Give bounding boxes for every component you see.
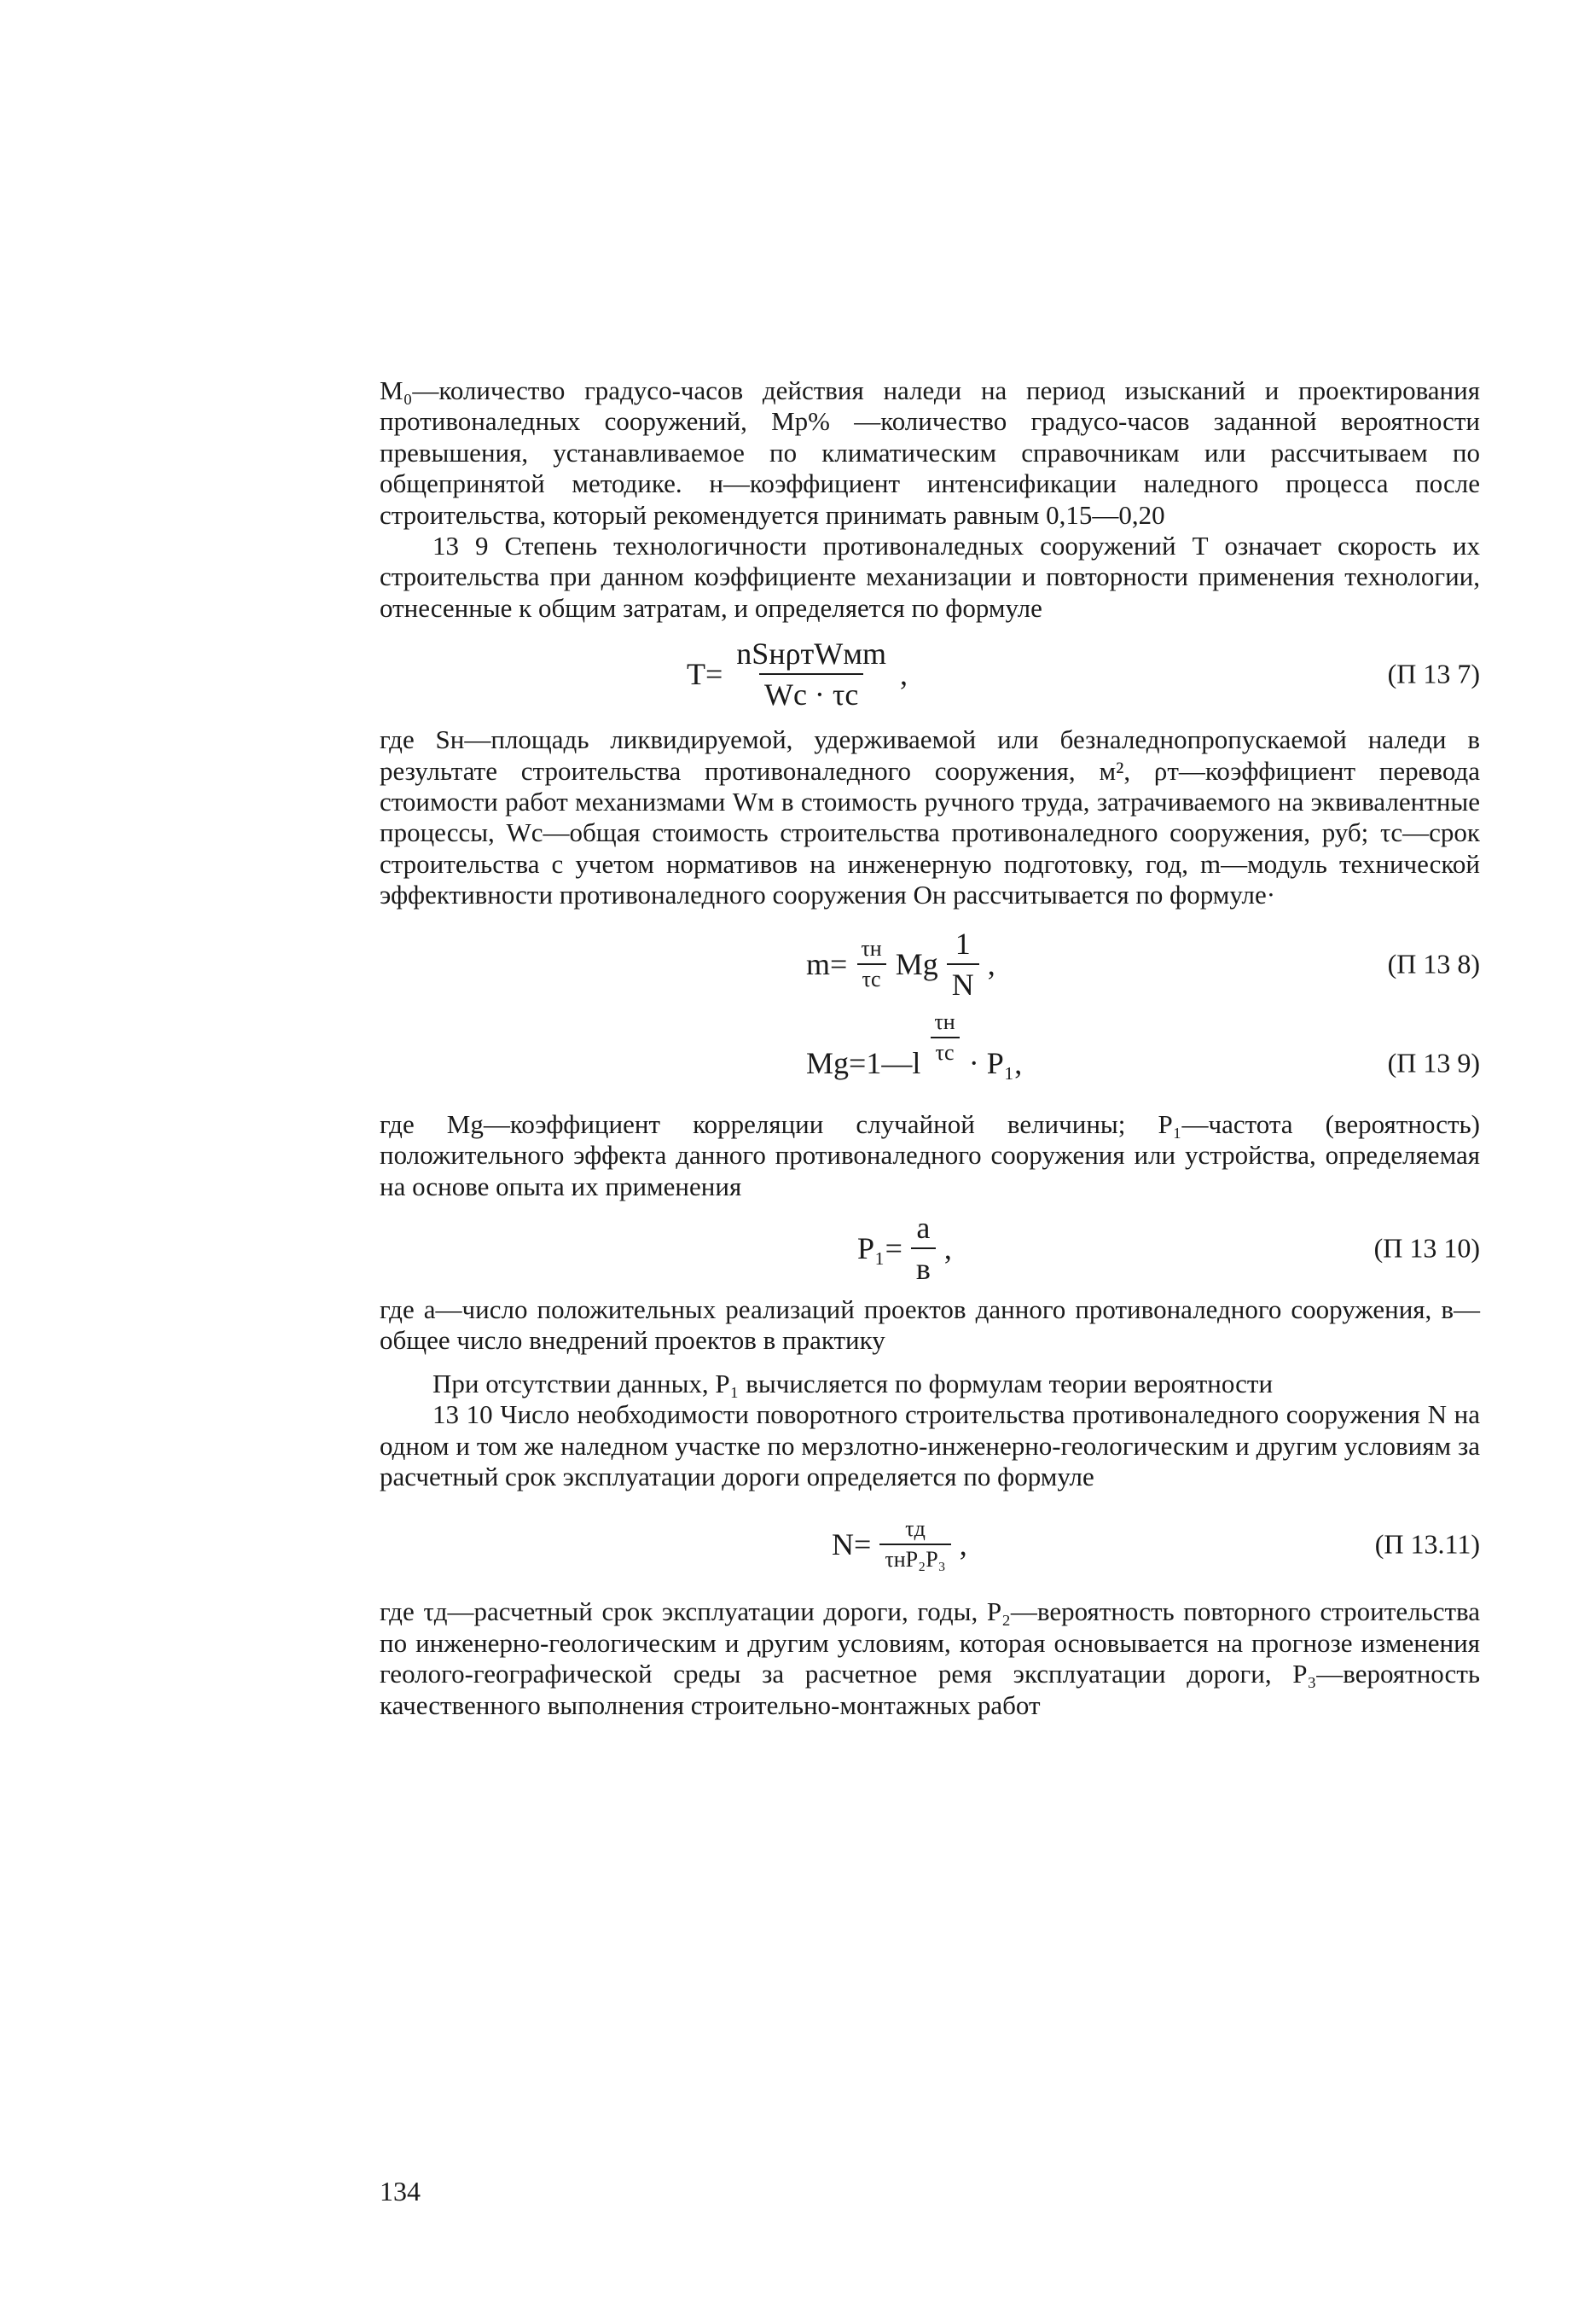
formula-p13-7 bbox=[380, 624, 1480, 724]
formula-p13-9-number: (П 13 9) bbox=[1387, 1047, 1480, 1079]
formula-p13-10 bbox=[380, 1202, 1480, 1294]
formula-p13-11-tail: , bbox=[959, 1527, 967, 1562]
formula-p13-11-denominator: τнP₂P₃ bbox=[879, 1544, 950, 1573]
formula-p13-8-fraction-1 bbox=[856, 936, 886, 992]
paragraph-where-a: где а—число положительных реализаций проектов данного противоналедного сооружения, в—общее число внедрений проектов в практику bbox=[380, 1294, 1480, 1356]
page-number: 134 bbox=[380, 2176, 421, 2206]
formula-p13-7-denominator: Wс · τс bbox=[759, 673, 863, 712]
formula-p13-7-tail: , bbox=[900, 657, 908, 692]
formula-p13-11 bbox=[380, 1492, 1480, 1596]
formula-p13-8-expression bbox=[806, 926, 995, 1003]
formula-p13-7-lhs: T= bbox=[687, 657, 723, 692]
formula-p13-11-numerator: τд bbox=[905, 1516, 926, 1542]
formula-p13-11-fraction bbox=[879, 1516, 950, 1573]
formula-p13-7-expression bbox=[687, 636, 908, 712]
formula-p13-10-expression bbox=[857, 1210, 952, 1287]
formula-p13-9-exponent-top: τн bbox=[934, 1009, 955, 1034]
formula-p13-10-numerator: а bbox=[916, 1210, 931, 1245]
paragraph-no-data: При отсутствии данных, P₁ вычисляется по формулам теории вероятности bbox=[432, 1368, 1274, 1398]
formula-p13-8-tail: , bbox=[987, 946, 995, 981]
formula-p13-9-exponent-bottom: τс bbox=[931, 1037, 960, 1066]
formula-p13-11-lhs: N= bbox=[832, 1527, 872, 1562]
formula-p13-10-tail: , bbox=[943, 1230, 952, 1265]
paragraph-1: M₀—количество градусо-часов действия наледи на период изысканий и проектирования противоналедных сооружений, Mp% —количество градусо-часов заданной вероятности превышения, устанавливаемое по климатическим справочникам или рассчитываем по общепринятой методике. н—коэффициент интенсификации наледного процесса после строительства, который рекомендуется принимать равным 0,15—0,20 bbox=[380, 375, 1480, 530]
formula-p13-10-fraction bbox=[911, 1210, 936, 1287]
paragraph-where-mg: где Mg—коэффициент корреляции случайной величины; P₁—частота (вероятность) положительного эффекта данного противоналедного сооружения или устройства, определяемая на основе опыта их применения bbox=[380, 1108, 1480, 1201]
formula-p13-8-frac1-bottom: τс bbox=[857, 963, 886, 992]
formula-p13-9 bbox=[380, 1009, 1480, 1109]
paragraph-where-td: где τд—расчетный срок эксплуатации дороги, годы, P₂—вероятность повторного строительства по инженерно-геологическим и другим условиям, которая основывается на прогнозе изменения геолого-географической среды за расчетное ремя эксплуатации дороги, P₃—вероятность качественного выполнения строительно-монтажных работ bbox=[380, 1596, 1480, 1720]
formula-p13-10-denominator: в bbox=[911, 1247, 936, 1287]
formula-p13-8-mg: Mg bbox=[895, 946, 938, 981]
formula-p13-9-tail: · P₁, bbox=[968, 1045, 1023, 1080]
formula-p13-11-expression bbox=[832, 1516, 967, 1573]
formula-p13-8 bbox=[380, 911, 1480, 1017]
formula-p13-8-frac2-bottom: N bbox=[947, 963, 979, 1003]
formula-p13-9-exponent bbox=[929, 1009, 960, 1066]
formula-p13-9-lhs: Mg=1—l bbox=[806, 1045, 921, 1080]
formula-p13-7-number: (П 13 7) bbox=[1387, 658, 1480, 689]
paragraph-13-10: 13 10 Число необходимости поворотного строительства противоналедного сооружения N на одном и том же наледном участке по мерзлотно-инженерно-геологическим и другим условиям за расчетный срок эксплуатации дороги определяется по формуле bbox=[380, 1399, 1480, 1491]
text-column bbox=[380, 375, 1480, 1721]
paragraph-13-9: 13 9 Степень технологичности противоналедных сооружений Т означает скорость их строительства при данном коэффициенте механизации и повторности применения технологии, отнесенные к общим затратам, и определяется по формуле bbox=[380, 531, 1480, 623]
formula-p13-7-fraction bbox=[731, 636, 891, 712]
paragraph-where-sn: где Sн—площадь ликвидируемой, удерживаемой или безналеднопропускаемой наледи в результате строительства противоналедного сооружения, м², ρт—коэффициент перевода стоимости работ механизмами Wм в стоимость ручного труда, затрачиваемого на эквивалентные процессы, Wс—общая стоимость строительства противоналедного сооружения, руб; τс—срок строительства с учетом нормативов на инженерную подготовку, год, m—модуль технической эффективности противоналедного сооружения Он рассчитывается по формуле· bbox=[380, 724, 1480, 910]
formula-p13-7-numerator: nSнρтWмm bbox=[736, 637, 887, 672]
formula-p13-10-lhs: P₁= bbox=[857, 1230, 902, 1265]
formula-p13-10-number: (П 13 10) bbox=[1373, 1232, 1480, 1264]
formula-p13-8-lhs: m= bbox=[806, 946, 848, 981]
formula-p13-8-frac1-top: τн bbox=[861, 935, 882, 961]
formula-p13-8-number: (П 13 8) bbox=[1387, 948, 1480, 980]
formula-p13-8-frac2-top: 1 bbox=[955, 926, 971, 961]
formula-p13-11-number: (П 13.11) bbox=[1374, 1528, 1480, 1560]
formula-p13-8-fraction-2 bbox=[947, 926, 979, 1003]
